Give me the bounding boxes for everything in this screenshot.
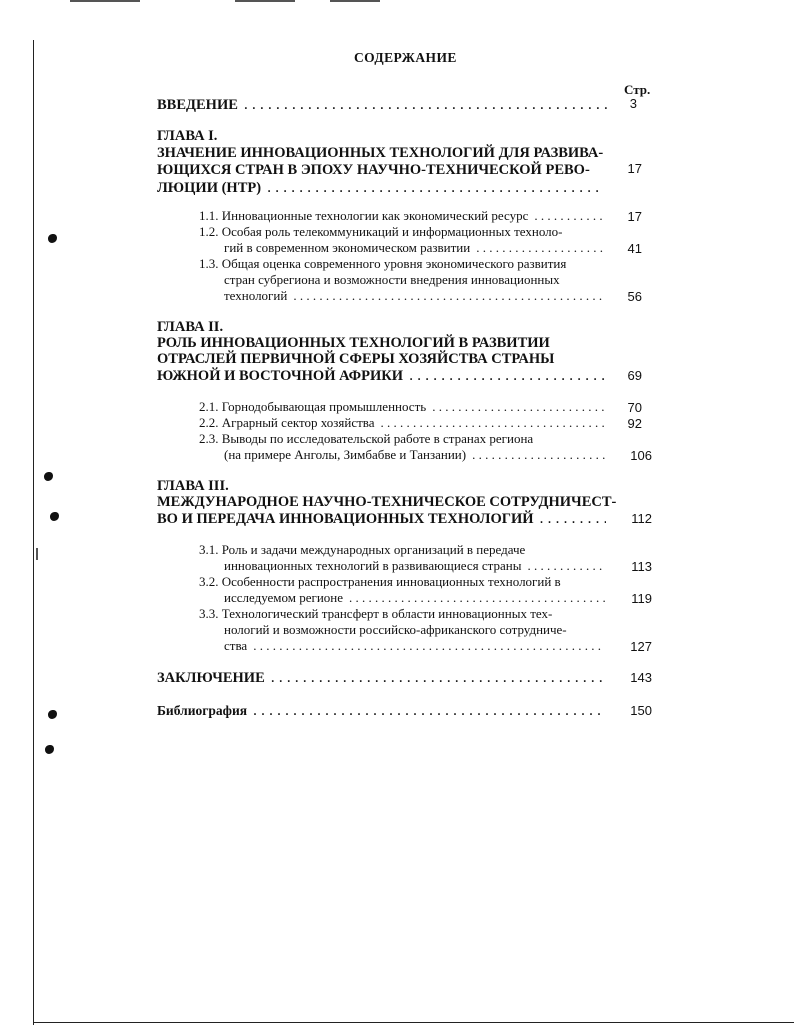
section-title-line: технологий	[224, 288, 288, 303]
leader-dots	[527, 558, 605, 574]
section-title-line: Аграрный сектор хозяйства	[221, 415, 375, 430]
toc-entry-section-3-3[interactable]	[199, 606, 552, 622]
chapter-label: ГЛАВА II.	[157, 319, 224, 335]
toc-entry-conclusion[interactable]	[157, 669, 610, 687]
chapter-title-line: МЕЖДУНАРОДНОЕ НАУЧНО-ТЕХНИЧЕСКОЕ СОТРУДНИЧЕСТ-	[157, 494, 617, 510]
scan-edge-top	[70, 0, 140, 2]
leader-dots	[534, 208, 603, 224]
section-title-line: Технологический трансферт в области инновационных тех-	[221, 606, 553, 621]
toc-entry-label: Библиография	[157, 703, 248, 718]
section-title-line: ства	[224, 638, 248, 653]
chapter-label: ГЛАВА I.	[157, 128, 218, 144]
section-title-line: Особая роль телекоммуникаций и информационных техноло-	[221, 224, 563, 239]
punch-hole-mark	[45, 745, 54, 754]
toc-entry-section-2-3-cont[interactable]	[224, 447, 609, 463]
leader-dots	[381, 415, 605, 431]
scan-edge-left	[33, 40, 34, 1025]
chapter-title-line: ЮЩИХСЯ СТРАН В ЭПОХУ НАУЧНО-ТЕХНИЧЕСКОЙ РЕВО-	[157, 162, 590, 178]
page-title: СОДЕРЖАНИЕ	[354, 50, 457, 65]
toc-entry-section-3-1[interactable]	[199, 542, 525, 558]
chapter-title-line: ЗНАЧЕНИЕ ИННОВАЦИОННЫХ ТЕХНОЛОГИЙ ДЛЯ РАЗВИВА-	[157, 145, 604, 161]
section-title-line: инновационных технологий в развивающиеся страны	[224, 558, 522, 573]
toc-page-number: 113	[631, 559, 652, 574]
leader-dots	[253, 638, 605, 654]
toc-entry-label: ЗАКЛЮЧЕНИЕ	[157, 670, 265, 686]
leader-dots	[432, 399, 605, 415]
section-number: 2.2.	[199, 415, 219, 430]
section-number: 1.3.	[199, 256, 219, 271]
leader-dots	[472, 447, 605, 463]
toc-entry-section-2-3[interactable]	[199, 431, 533, 447]
leader-dots	[476, 240, 603, 256]
chapter-title-line: ЮЖНОЙ И ВОСТОЧНОЙ АФРИКИ	[157, 368, 404, 384]
scan-edge-bottom	[33, 1022, 794, 1023]
toc-page-number: 92	[627, 416, 642, 431]
toc-entry-section-3-2-cont[interactable]	[224, 590, 609, 606]
section-title-line: Горнодобывающая промышленность	[221, 399, 427, 414]
punch-hole-mark	[44, 472, 53, 481]
toc-entry-chapter-3[interactable]	[157, 510, 610, 528]
toc-page-number: 112	[631, 511, 652, 526]
leader-dots	[244, 96, 609, 114]
section-number: 3.1.	[199, 542, 219, 557]
toc-entry-section-2-2[interactable]	[199, 415, 609, 431]
page-column-label: Стр.	[624, 82, 651, 97]
section-title-line: нологий и возможности российско-африканского сотрудниче-	[224, 622, 567, 637]
section-title-line: гий в современном экономическом развитии	[224, 240, 471, 255]
section-number: 3.2.	[199, 574, 219, 589]
toc-page-number: 69	[627, 368, 642, 383]
chapter-title-line: ОТРАСЛЕЙ ПЕРВИЧНОЙ СФЕРЫ ХОЗЯЙСТВА СТРАНЫ	[157, 351, 555, 367]
toc-entry-intro[interactable]	[157, 96, 613, 114]
section-number: 1.1.	[199, 208, 219, 223]
section-title-line: Выводы по исследовательской работе в странах региона	[221, 431, 534, 446]
scan-edge-top	[235, 0, 295, 2]
scan-mark	[36, 548, 38, 560]
toc-entry-section-3-3-cont[interactable]	[224, 638, 609, 654]
leader-dots	[253, 702, 606, 720]
toc-entry-label: ВВЕДЕНИЕ	[157, 97, 238, 113]
toc-entry-section-1-3-cont[interactable]	[224, 288, 607, 304]
chapter-title-line: ВО И ПЕРЕДАЧА ИННОВАЦИОННЫХ ТЕХНОЛОГИЙ	[157, 511, 534, 527]
toc-entry-chapter-2[interactable]	[157, 367, 610, 385]
section-title-line: Общая оценка современного уровня экономического развития	[221, 256, 567, 271]
toc-page-number: 56	[627, 289, 642, 304]
toc-page-number: 119	[631, 591, 652, 606]
punch-hole-mark	[50, 512, 59, 521]
section-title-line: Роль и задачи международных организаций в передаче	[221, 542, 526, 557]
section-title-line: стран субрегиона и возможности внедрения инновационных	[224, 272, 560, 287]
toc-entry-section-1-3[interactable]	[199, 256, 566, 272]
leader-dots	[267, 179, 601, 197]
leader-dots	[349, 590, 605, 606]
leader-dots	[271, 669, 606, 687]
toc-entry-section-3-2[interactable]	[199, 574, 561, 590]
toc-page-number: 143	[630, 670, 652, 685]
toc-page-number: 70	[627, 400, 642, 415]
section-number: 1.2.	[199, 224, 219, 239]
leader-dots	[409, 367, 606, 385]
toc-entry-bibliography[interactable]	[157, 702, 610, 720]
section-title-line: исследуемом регионе	[224, 590, 344, 605]
section-number: 2.3.	[199, 431, 219, 446]
section-number: 2.1.	[199, 399, 219, 414]
toc-entry-section-3-1-cont[interactable]	[224, 558, 609, 574]
section-title-line: Инновационные технологии как экономический ресурс	[221, 208, 529, 223]
toc-page-number: 150	[630, 703, 652, 718]
toc-entry-section-1-1[interactable]	[199, 208, 607, 224]
chapter-title-line: РОЛЬ ИННОВАЦИОННЫХ ТЕХНОЛОГИЙ В РАЗВИТИИ	[157, 335, 550, 351]
toc-entry-section-1-2[interactable]	[199, 224, 562, 240]
toc-page-number: 17	[627, 161, 642, 176]
toc-entry-section-2-1[interactable]	[199, 399, 609, 415]
chapter-label: ГЛАВА III.	[157, 478, 229, 494]
toc-page-number: 41	[627, 241, 642, 256]
section-title-line: (на примере Анголы, Зимбабве и Танзании)	[224, 447, 467, 462]
chapter-title-line: ЛЮЦИИ (НТР)	[157, 180, 262, 196]
section-title-line: Особенности распространения инновационных технологий в	[221, 574, 561, 589]
leader-dots	[540, 510, 606, 528]
toc-page-number: 3	[629, 96, 637, 111]
punch-hole-mark	[48, 234, 57, 243]
punch-hole-mark	[48, 710, 57, 719]
scan-edge-top	[330, 0, 380, 2]
toc-page-number: 106	[630, 448, 652, 463]
toc-entry-section-1-2-cont[interactable]	[224, 240, 607, 256]
toc-entry-chapter-1[interactable]	[157, 179, 605, 197]
leader-dots	[293, 288, 603, 304]
section-number: 3.3.	[199, 606, 219, 621]
toc-page-number: 127	[630, 639, 652, 654]
toc-page-number: 17	[627, 209, 642, 224]
